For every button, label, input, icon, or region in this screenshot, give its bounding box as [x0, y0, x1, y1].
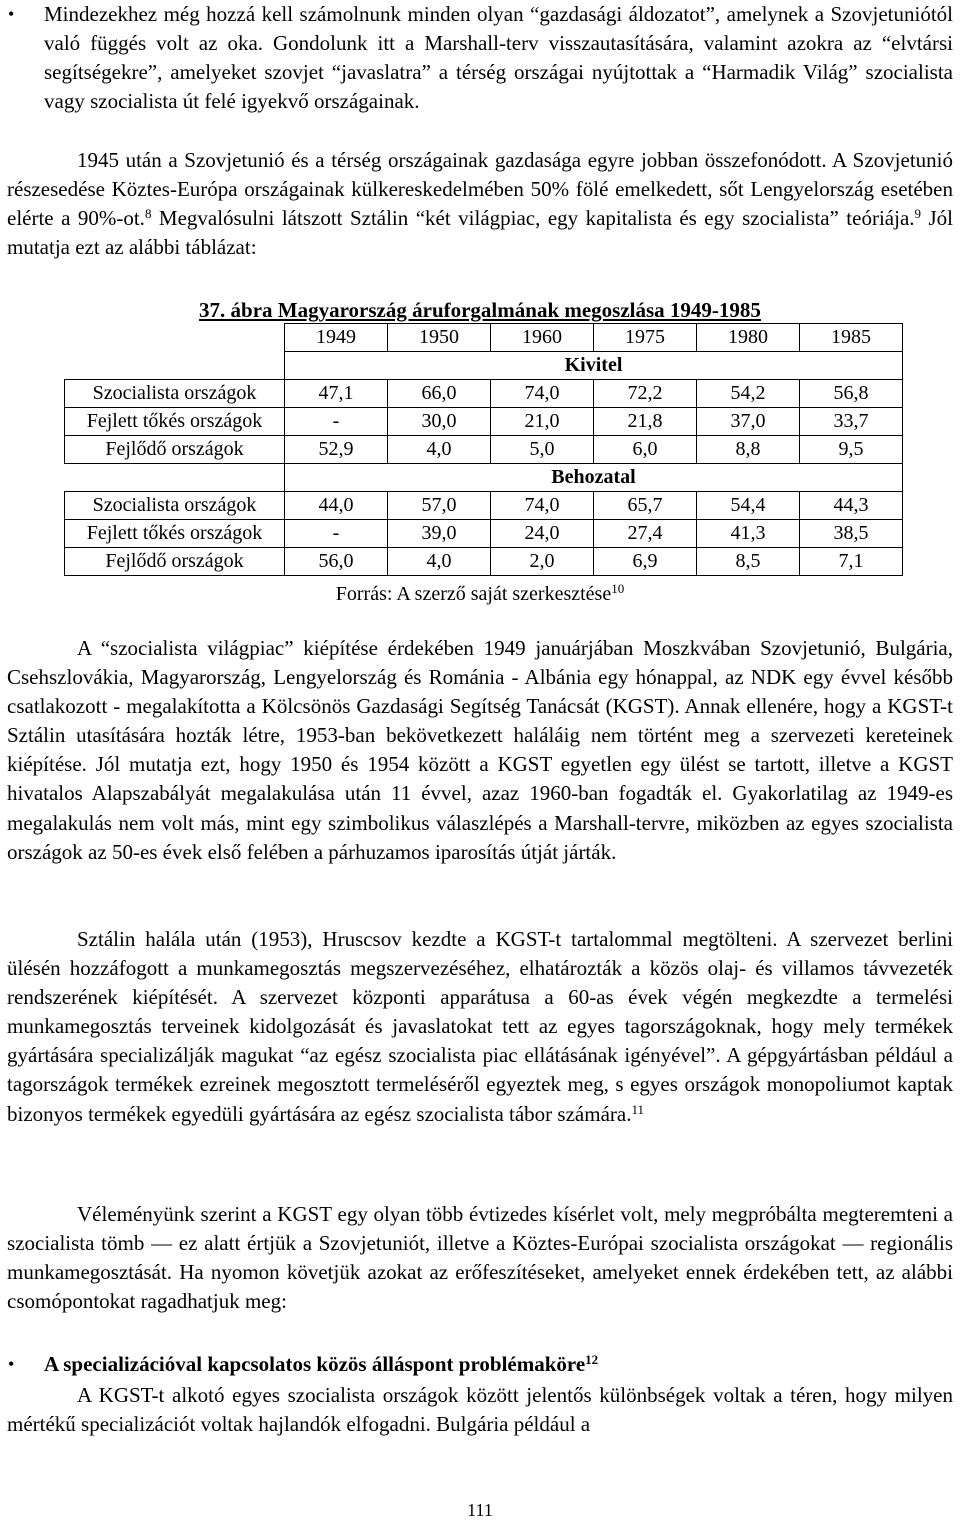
table-cell: 4,0 [388, 548, 491, 576]
table-cell: 39,0 [388, 520, 491, 548]
paragraph-1 [7, 146, 953, 262]
bullet-symbol: • [8, 4, 15, 24]
figure-title: 37. ábra Magyarország áruforgalmának megoszlása 1949-1985 [199, 298, 761, 322]
table-cell: 6,0 [594, 436, 697, 464]
paragraph-3-text: Sztálin halála után (1953), Hruscsov kezdte a KGST-t tartalommal megtölteni. A szervezet berlini ülésén hozzáfogott a munkamegosztás megszervezéséhez, elhatározták a közös olaj- és villamos távvezeték rendszerének kiépítését. A szervezet központi apparátusa a 60-as évek végén megkezdte a termelési munkamegosztás terveinek kidolgozását és javaslatokat tett az egyes tagországoknak, hogy mely termékek gyártására specializálják magukat “az egész szocialista piac ellátásának igényével”. A gépgyártásban például a tagországok termékek ezreinek megosztott termeléséről egyeztek meg, s egyes országok monopoliumot kaptak bizonyos termékek egyedüli gyártására az egész szocialista tábor számára. [7, 927, 953, 1126]
row-label: Fejlett tőkés országok [65, 520, 285, 548]
table-row [65, 408, 903, 436]
table-cell: 52,9 [285, 436, 388, 464]
table-cell: 74,0 [491, 380, 594, 408]
paragraph-1-text-a: 1945 után a Szovjetunió és a térség országainak gazdasága egyre jobban összefonódott. A Szovjetunió részesedése Köztes-Európa országainak külkereskedelmében 50% fölé emelkedett, sőt Lengyelország esetében elérte a 90%-ot. [7, 148, 953, 231]
footnote-ref: 9 [914, 206, 922, 222]
row-label: Fejlődő országok [65, 548, 285, 576]
table-cell: 54,4 [697, 492, 800, 520]
bullet-symbol: • [8, 1354, 15, 1374]
section-row [65, 464, 903, 492]
table-row [65, 380, 903, 408]
table-cell: 41,3 [697, 520, 800, 548]
table-cell: - [285, 408, 388, 436]
section-title-export: Kivitel [285, 352, 903, 380]
table-cell: 5,0 [491, 436, 594, 464]
table-cell: - [285, 520, 388, 548]
table-blank [65, 464, 285, 492]
table-cell: 65,7 [594, 492, 697, 520]
footnote-ref: 11 [631, 1101, 644, 1117]
paragraph-1-text-b: Megvalósulni látszott Sztálin “két világpiac, egy kapitalista és egy szocialista” teóriája. [151, 206, 915, 231]
table-cell: 9,5 [800, 436, 903, 464]
table-cell: 33,7 [800, 408, 903, 436]
table-cell: 74,0 [491, 492, 594, 520]
table-corner [65, 324, 285, 352]
paragraph-3 [7, 925, 953, 1129]
table-row [65, 492, 903, 520]
table-cell: 44,3 [800, 492, 903, 520]
footnote-ref: 12 [585, 1352, 599, 1367]
section-heading-text: A specializációval kapcsolatos közös álláspont problémaköre [44, 1352, 586, 1376]
table-cell: 2,0 [491, 548, 594, 576]
table-cell: 56,8 [800, 380, 903, 408]
page-number: 111 [467, 1500, 493, 1520]
table-blank [65, 352, 285, 380]
table-row [65, 520, 903, 548]
table-cell: 72,2 [594, 380, 697, 408]
intro-bullet-text: Mindezekhez még hozzá kell számolnunk minden olyan “gazdasági áldozatot”, amelynek a Szovjetuniótól való függés volt az oka. Gondolunk itt a Marshall-terv visszautasítására, valamint azokra az “elvtársi segítségekre”, amelyeket szovjet “javaslatra” a térség országai nyújtottak a “Harmadik Világ” szocialista vagy szocialista út felé igyekvő országainak. [44, 2, 953, 114]
table-cell: 37,0 [697, 408, 800, 436]
table-cell: 24,0 [491, 520, 594, 548]
row-label: Fejlett tőkés országok [65, 408, 285, 436]
table-cell: 44,0 [285, 492, 388, 520]
trade-table [64, 323, 903, 576]
year-header: 1950 [388, 324, 491, 352]
paragraph-2: A “szocialista világpiac” kiépítése érdekében 1949 januárjában Moszkvában Szovjetunió, Bulgária, Csehszlovákia, Magyarország, Lengyelország és Románia - Albánia egy hónappal, az NDK egy évvel később csatlakozott - megalakította a Kölcsönös Gazdasági Segítség Tanácsát (KGST). Annak ellenére, hogy a KGST-t Sztálin utasítására hozták létre, 1953-ban bekövetkezett haláláig nem történt meg a szervezeti kereteinek kiépítése. Jól mutatja ezt, hogy 1950 és 1954 között a KGST egyetlen egy ülést se tartott, illetve a KGST hivatalos Alapszabályát megalakulása után 11 évvel, azaz 1960-ban fogadták el. Gyakorlatilag az 1949-es megalakulás nem volt más, mint egy szimbolikus válaszlépés a Marshall-tervre, miközben az egyes szocialista országok az 50-es évek első felében a párhuzamos iparosítás útját járták. [7, 636, 953, 864]
year-header: 1980 [697, 324, 800, 352]
row-label: Fejlődő országok [65, 436, 285, 464]
table-cell: 7,1 [800, 548, 903, 576]
table-cell: 8,8 [697, 436, 800, 464]
footnote-ref: 10 [611, 581, 625, 596]
table-cell: 4,0 [388, 436, 491, 464]
year-header: 1985 [800, 324, 903, 352]
table-cell: 47,1 [285, 380, 388, 408]
year-header: 1960 [491, 324, 594, 352]
row-label: Szocialista országok [65, 492, 285, 520]
table-cell: 8,5 [697, 548, 800, 576]
table-cell: 54,2 [697, 380, 800, 408]
table-cell: 38,5 [800, 520, 903, 548]
table-cell: 21,8 [594, 408, 697, 436]
paragraph-1-text-c: Jól mutatja ezt az alábbi táblázat: [7, 206, 953, 260]
row-label: Szocialista országok [65, 380, 285, 408]
section-row [65, 352, 903, 380]
table-cell: 6,9 [594, 548, 697, 576]
figure-source [0, 580, 960, 608]
table-cell: 30,0 [388, 408, 491, 436]
year-header: 1975 [594, 324, 697, 352]
section-title-import: Behozatal [285, 464, 903, 492]
footnote-ref: 8 [144, 206, 152, 222]
table-cell: 57,0 [388, 492, 491, 520]
table-cell: 56,0 [285, 548, 388, 576]
paragraph-5: A KGST-t alkotó egyes szocialista országok között jelentős különbségek voltak a téren, hogy milyen mértékű specializációt voltak hajlandók elfogadni. Bulgária például a [7, 1383, 953, 1437]
table-row [65, 548, 903, 576]
table-cell: 27,4 [594, 520, 697, 548]
table-cell: 21,0 [491, 408, 594, 436]
table-row [65, 436, 903, 464]
table-cell: 66,0 [388, 380, 491, 408]
figure-source-text: Forrás: A szerző saját szerkesztése [335, 583, 612, 605]
paragraph-4: Véleményünk szerint a KGST egy olyan több évtizedes kísérlet volt, mely megpróbálta megteremteni a szocialista tömb — ez alatt értjük a Szovjetuniót, illetve a Köztes-Európai szocialista országokat — regionális munkamegosztását. Ha nyomon követjük azokat az erőfeszítéseket, amelyeket ennek érdekében tett, az alábbi csomópontokat ragadhatjuk meg: [7, 1202, 953, 1314]
year-header: 1949 [285, 324, 388, 352]
table-header-row [65, 324, 903, 352]
section-heading [44, 1350, 953, 1379]
